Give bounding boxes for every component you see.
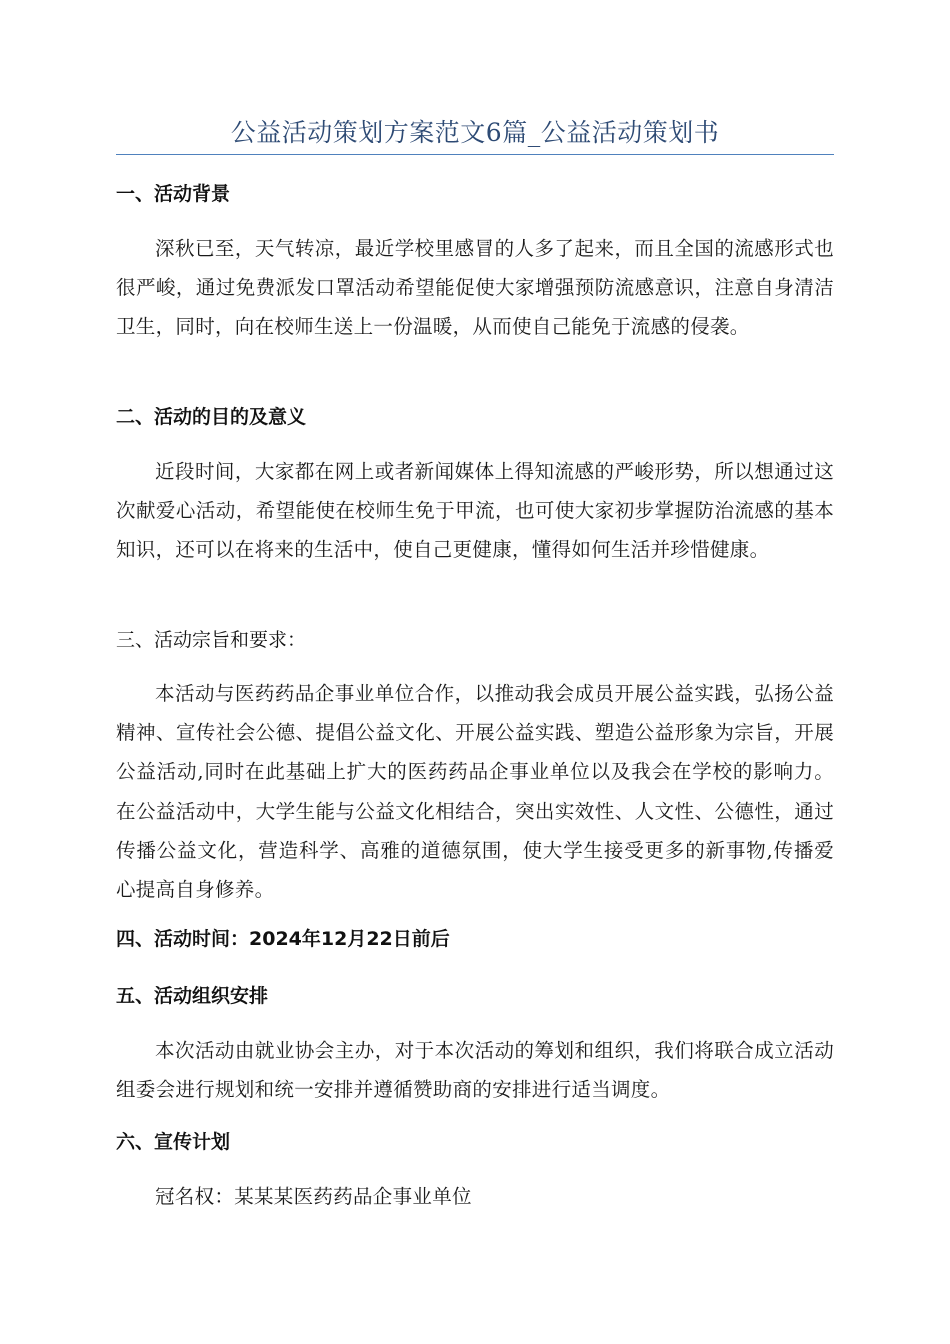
section-paragraph-organization: 本次活动由就业协会主办，对于本次活动的筹划和组织，我们将联合成立活动组委会进行规划和统一安排并遵循赞助商的安排进行适当调度。	[116, 1039, 834, 1102]
section-paragraph-aims: 本活动与医药药品企事业单位合作，以推动我会成员开展公益实践，弘扬公益精神、宣传社会公德、提倡公益文化、开展公益实践、塑造公益形象为宗旨，开展公益活动,同时在此基础上扩大的医药药品企事业单位以及我会在学校的影响力。在公益活动中，大学生能与公益文化相结合，突出实效性、人文性、公德性，通过传播公益文化，营造科学、高雅的道德氛围，使大学生接受更多的新事物,传播爱心提高自身修养。	[116, 682, 834, 902]
section-heading-organization: 五、活动组织安排	[116, 985, 269, 1007]
section-paragraph-purpose: 近段时间，大家都在网上或者新闻媒体上得知流感的严峻形势，所以想通过这次献爱心活动，希望能使在校师生免于甲流，也可使大家初步掌握防治流感的基本知识，还可以在将来的生活中，使自己更健康，懂得如何生活并珍惜健康。	[116, 460, 834, 562]
section-heading-promotion: 六、宣传计划	[116, 1131, 231, 1153]
section-paragraph-promotion: 冠名权：某某某医药药品企事业单位	[155, 1185, 472, 1208]
section-paragraph-background: 深秋已至，天气转凉，最近学校里感冒的人多了起来，而且全国的流感形式也很严峻，通过免费派发口罩活动希望能促使大家增强预防流感意识，注意自身清洁卫生，同时，向在校师生送上一份温暖，从而使自己能免于流感的侵袭。	[116, 237, 834, 339]
section-heading-aims: 三、活动宗旨和要求：	[116, 629, 307, 651]
section-heading-time: 四、活动时间：2024年12月22日前后	[116, 928, 450, 950]
document-title: 公益活动策划方案范文6篇_公益活动策划书	[230, 118, 720, 147]
section-heading-background: 一、活动背景	[116, 183, 231, 205]
title-underline	[116, 154, 834, 155]
section-heading-purpose: 二、活动的目的及意义	[116, 406, 307, 428]
